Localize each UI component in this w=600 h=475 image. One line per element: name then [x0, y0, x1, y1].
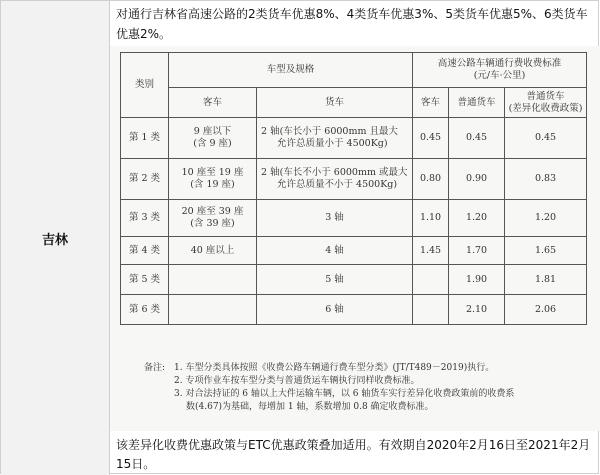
header-fee-diff-line2: (差异化收费政策) [508, 102, 583, 114]
header-fee-standard [413, 53, 587, 88]
row-fee-passenger: 1.10 [413, 200, 449, 237]
note-3-continued: 数(4.67)为基础，每增加 1 轴，系数增加 0.8 确定收费标准。 [186, 402, 434, 412]
row-passenger [169, 265, 257, 295]
row-truck: 3 轴 [257, 200, 413, 237]
row-passenger: 10 座至 19 座 (含 19 座) [169, 159, 257, 200]
header-category: 类别 [121, 53, 169, 118]
table-row [121, 159, 587, 200]
header-truck: 货车 [257, 88, 413, 118]
row-fee-diff: 2.06 [505, 295, 587, 325]
row-fee-diff: 0.45 [505, 118, 587, 159]
province-cell [1, 1, 110, 475]
header-passenger: 客车 [169, 88, 257, 118]
header-vehicle-spec: 车型及规格 [169, 53, 413, 88]
table-row [121, 295, 587, 325]
closing-text: 该差异化收费优惠政策与ETC优惠政策叠加适用。有效期自2020年2月16日至2021年2月15日。 [116, 438, 591, 471]
row-category: 第 6 类 [121, 295, 169, 325]
row-category: 第 4 类 [121, 237, 169, 265]
row-truck: 2 轴(车长不小于 6000mm 或最大 允许总质量不小于 4500Kg) [257, 159, 413, 200]
row-category: 第 1 类 [121, 118, 169, 159]
intro-text: 对通行吉林省高速公路的2类货车优惠8%、4类货车优惠3%、5类货车优惠5%、6类货车优惠2%。 [116, 7, 588, 41]
row-fee-passenger [413, 295, 449, 325]
row-fee-truck: 1.90 [449, 265, 505, 295]
row-category: 第 2 类 [121, 159, 169, 200]
fee-standard-table [120, 52, 587, 325]
row-passenger: 40 座以上 [169, 237, 257, 265]
row-passenger: 20 座至 39 座 (含 39 座) [169, 200, 257, 237]
table-row [121, 237, 587, 265]
header-fee-standard-unit: (元/车·公里) [473, 70, 526, 81]
header-fee-diff-line1: 普通货车 [526, 90, 565, 102]
row-fee-truck: 0.45 [449, 118, 505, 159]
table-notes [144, 362, 594, 414]
table-subheader-row [121, 88, 587, 118]
row-category: 第 5 类 [121, 265, 169, 295]
table-header-row [121, 53, 587, 88]
policy-content-cell [110, 1, 600, 475]
row-fee-truck: 1.70 [449, 237, 505, 265]
row-truck: 5 轴 [257, 265, 413, 295]
table-row [121, 200, 587, 237]
row-fee-truck: 1.20 [449, 200, 505, 237]
row-fee-diff: 1.20 [505, 200, 587, 237]
row-passenger [169, 295, 257, 325]
header-fee-standard-title: 高速公路车辆通行费收费标准 [437, 58, 562, 69]
row-truck: 2 轴(车长小于 6000mm 且最大 允许总质量小于 4500Kg) [257, 118, 413, 159]
row-fee-truck: 0.90 [449, 159, 505, 200]
row-fee-diff: 1.65 [505, 237, 587, 265]
row-fee-passenger: 1.45 [413, 237, 449, 265]
row-fee-passenger [413, 265, 449, 295]
note-1: 1. 车型分类具体按照《收费公路车辆通行费车型分类》(JT/T489－2019)执行。 [174, 363, 495, 373]
row-fee-truck: 2.10 [449, 295, 505, 325]
notes-label: 备注: [144, 363, 166, 373]
table-row [121, 265, 587, 295]
row-fee-passenger: 0.80 [413, 159, 449, 200]
header-fee-passenger: 客车 [413, 88, 449, 118]
province-name: 吉林 [41, 233, 68, 248]
header-fee-diff [505, 88, 587, 118]
row-truck: 4 轴 [257, 237, 413, 265]
row-truck: 6 轴 [257, 295, 413, 325]
row-passenger: 9 座以下 (含 9 座) [169, 118, 257, 159]
row-category: 第 3 类 [121, 200, 169, 237]
header-fee-truck: 普通货车 [449, 88, 505, 118]
row-fee-diff: 0.83 [505, 159, 587, 200]
fee-standard-image [110, 46, 600, 431]
row-fee-passenger: 0.45 [413, 118, 449, 159]
table-row [121, 118, 587, 159]
row-fee-diff: 1.81 [505, 265, 587, 295]
note-3: 3. 对合法持证的 6 轴以上大件运输车辆，以 6 轴货车实行差异化收费政策前的收费系 [174, 389, 515, 399]
note-2: 2. 专项作业车按车型分类与普通货运车辆执行同样收费标准。 [174, 376, 420, 386]
